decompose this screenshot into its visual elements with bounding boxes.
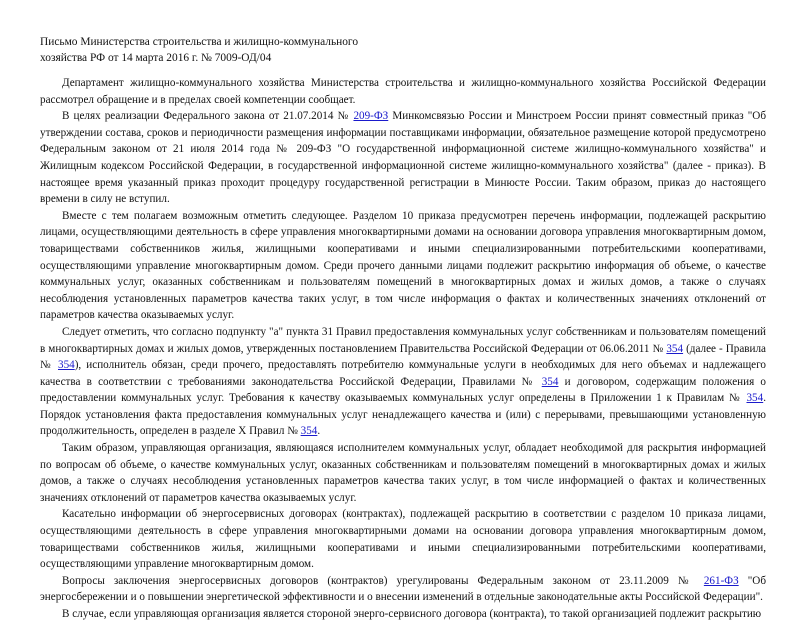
paragraph-4-text-6: .: [317, 425, 321, 438]
paragraph-6: Касательно информации об энергосервисных договорах (контрактах), подлежащей раскрытию в соответствии с разделом 10 приказа лицами, осуществляющими деятельность в сфере управления многоквартирными домами на основании договора управления многоквартирным домом, товариществами собственников жилья, жилищными кооперативами и иными специализированными потребительскими кооперативами, осуществляющими управление многоквартирным домом.: [40, 508, 766, 571]
paragraph-7: [40, 573, 766, 606]
law-link-354-5[interactable]: 354: [300, 425, 318, 438]
law-link-354-1[interactable]: 354: [666, 342, 684, 355]
paragraph-3: Вместе с тем полагаем возможным отметить следующее. Разделом 10 приказа предусмотрен перечень информации, подлежащей раскрытию лицами, осуществляющими деятельность в сфере управления многоквартирными домами на основании договора управления многоквартирным домом, товариществами собственников жилья, жилищными кооперативами и иными специализированными потребительскими кооперативами, осуществляющими управление многоквартирным домом. Среди прочего данными лицами подлежит раскрытию информация об объеме, о качестве коммунальных услуг, оказанных собственникам и пользователям помещений в многоквартирных домах и жилых домов, а также о случаях несоблюдения установленных параметров качества таких услуг, в том числе информация о фактах и количественных значениях отклонений от параметров качества оказываемых услуг.: [40, 209, 766, 322]
document-page: [40, 35, 766, 623]
paragraph-4-text-3: ), исполнитель обязан, среди прочего, предоставлять потребителю коммунальные услуги в необходимых для него объемах и надлежащего качества в соответствии с требованиями законодательства Российской Федерации, Правилами №: [40, 359, 766, 388]
title-line-2: хозяйства РФ от 14 марта 2016 г. № 7009-ОД/04: [40, 51, 272, 64]
paragraph-1: Департамент жилищно-коммунального хозяйства Министерства строительства и жилищно-коммунального хозяйства Российской Федерации рассмотрел обращение и в пределах своей компетенции сообщает.: [40, 77, 766, 106]
paragraph-7-text-1: Вопросы заключения энергосервисных договоров (контрактов) урегулированы Федеральным законом от 23.11.2009 №: [62, 574, 704, 587]
law-link-261-fz[interactable]: 261-ФЗ: [703, 574, 739, 587]
paragraph-4-text-2: (далее - Правила №: [40, 342, 766, 372]
law-link-354-4[interactable]: 354: [746, 392, 764, 405]
paragraph-4-text-1: Следует отметить, что согласно подпункту "а" пункта 31 Правил предоставления коммунальных услуг собственникам и пользователям помещений в многоквартирных домах и жилых домов, утвержденных постановлением Правительства Российской Федерации от 06.06.2011 №: [40, 325, 766, 355]
paragraph-2-text-1: В целях реализации Федерального закона от 21.07.2014 №: [62, 110, 354, 123]
law-link-209-fz[interactable]: 209-ФЗ: [353, 110, 389, 123]
law-link-354-3[interactable]: 354: [541, 375, 559, 388]
paragraph-2: [40, 108, 766, 208]
paragraph-2-text-2: Минкомсвязью России и Минстроем России принят совместный приказ "Об утверждении состава, сроков и периодичности размещения информации поставщиками информации, обязательное размещение которой предусмотрено Федеральным законом от 21 июля 2014 года № 209-ФЗ "О государственной информационной системе жилищно-коммунального хозяйства" и Жилищным кодексом Российской Федерации, в государственной информационной системе жилищно-коммунального хозяйства" (далее - приказ). В настоящее время указанный приказ проходит процедуру государственной регистрации в Минюсте России. Таким образом, приказ до настоящего времени в силу не вступил.: [40, 110, 766, 206]
law-link-354-2[interactable]: 354: [58, 359, 75, 372]
paragraph-4-text-5: . Порядок установления факта предоставления коммунальных услуг ненадлежащего качества и (или) с перерывами, превышающими установленную продолжительность, определен в разделе X Правил №: [40, 392, 766, 438]
paragraph-4: [40, 324, 766, 440]
paragraph-7-text-2: "Об энергосбережении и о повышении энергетической эффективности и о внесении изменений в отдельные законодательные акты Российской Федерации".: [40, 574, 767, 604]
paragraph-4-text-4: и договором, содержащим положения о предоставлении коммунальных услуг. Требования к качеству оказываемых коммунальных услуг определены в Приложении 1 к Правилам №: [40, 375, 766, 405]
paragraph-8: В случае, если управляющая организация является стороной энерго-сервисного договора (контракта), то такой организацией подлежит раскрытию: [62, 608, 762, 620]
document-title: [40, 35, 766, 66]
title-line-1: Письмо Министерства строительства и жилищно-коммунального: [40, 36, 359, 48]
paragraph-5: Таким образом, управляющая организация, являющаяся исполнителем коммунальных услуг, обладает необходимой для раскрытия информацией по вопросам об объеме, о качестве коммунальных услуг, оказанных собственникам и пользователям помещений в многоквартирных домах и жилых домов, а также о случаях несоблюдения установленных параметров качества таких услуг, в том числе информацией о фактах и количественных значениях отклонений от параметров качества оказываемых услуг.: [40, 442, 766, 504]
